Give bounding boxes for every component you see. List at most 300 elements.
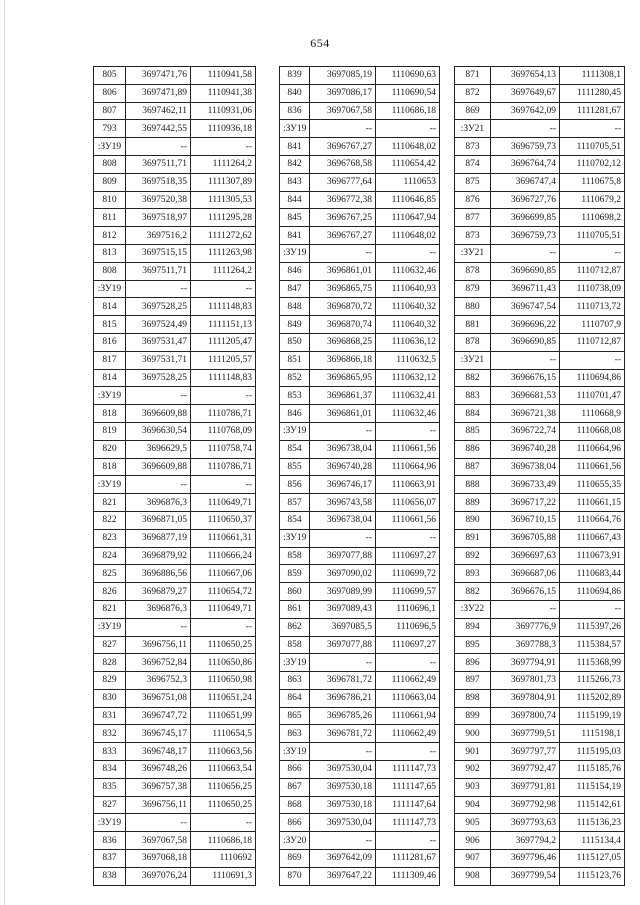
point-number-cell: 897 bbox=[455, 672, 491, 690]
y-coordinate-cell: 1110646,85 bbox=[376, 191, 440, 209]
y-coordinate-cell: 1110699,72 bbox=[376, 565, 440, 583]
y-coordinate-cell: 1110698,2 bbox=[560, 209, 625, 227]
x-coordinate-cell: 3696748,26 bbox=[126, 761, 191, 779]
x-coordinate-cell: 3696886,56 bbox=[126, 565, 191, 583]
point-number-cell: 859 bbox=[280, 565, 310, 583]
table-row bbox=[455, 725, 625, 743]
table-row bbox=[94, 262, 256, 280]
x-coordinate-cell: 3697528,25 bbox=[126, 369, 191, 387]
point-number-cell: 834 bbox=[94, 761, 126, 779]
x-coordinate-cell: 3696711,43 bbox=[491, 280, 560, 298]
table-row bbox=[455, 138, 625, 156]
point-number-cell: 846 bbox=[280, 405, 310, 423]
y-coordinate-cell: -- bbox=[191, 476, 256, 494]
x-coordinate-cell: 3697801,73 bbox=[491, 672, 560, 690]
table-row bbox=[94, 227, 256, 245]
x-coordinate-cell: 3697530,04 bbox=[310, 761, 376, 779]
y-coordinate-cell: 1110692 bbox=[191, 850, 256, 868]
table-row bbox=[280, 138, 440, 156]
x-coordinate-cell: 3697788,3 bbox=[491, 636, 560, 654]
x-coordinate-cell: 3697089,43 bbox=[310, 600, 376, 618]
y-coordinate-cell: 1110632,46 bbox=[376, 405, 440, 423]
x-coordinate-cell: 3696870,74 bbox=[310, 316, 376, 334]
point-number-cell: 852 bbox=[280, 369, 310, 387]
table-row bbox=[280, 654, 440, 672]
x-coordinate-cell: 3696759,73 bbox=[491, 227, 560, 245]
y-coordinate-cell: -- bbox=[191, 138, 256, 156]
table-row bbox=[94, 316, 256, 334]
x-coordinate-cell: 3697086,17 bbox=[310, 84, 376, 102]
table-row bbox=[280, 298, 440, 316]
x-coordinate-cell: 3696687,06 bbox=[491, 565, 560, 583]
x-coordinate-cell: -- bbox=[491, 244, 560, 262]
y-coordinate-cell: 1115199,19 bbox=[560, 707, 625, 725]
y-coordinate-cell: 1115134,4 bbox=[560, 832, 625, 850]
table-row bbox=[455, 369, 625, 387]
y-coordinate-cell: 1115202,89 bbox=[560, 689, 625, 707]
y-coordinate-cell: 1110640,93 bbox=[376, 280, 440, 298]
table-row bbox=[455, 689, 625, 707]
table-row bbox=[94, 120, 256, 138]
point-number-cell: 847 bbox=[280, 280, 310, 298]
x-coordinate-cell: -- bbox=[310, 120, 376, 138]
y-coordinate-cell: 1110697,27 bbox=[376, 547, 440, 565]
y-coordinate-cell: 1115185,76 bbox=[560, 761, 625, 779]
y-coordinate-cell: 1111147,64 bbox=[376, 796, 440, 814]
y-coordinate-cell: 1110705,51 bbox=[560, 138, 625, 156]
x-coordinate-cell: 3696705,88 bbox=[491, 529, 560, 547]
y-coordinate-cell: 1110661,56 bbox=[376, 511, 440, 529]
x-coordinate-cell: 3697793,63 bbox=[491, 814, 560, 832]
point-number-cell: 899 bbox=[455, 707, 491, 725]
table-row bbox=[94, 778, 256, 796]
y-coordinate-cell: 1110666,24 bbox=[191, 547, 256, 565]
point-number-cell: 807 bbox=[94, 102, 126, 120]
y-coordinate-cell: 1110707,9 bbox=[560, 316, 625, 334]
table-row bbox=[94, 583, 256, 601]
table-row bbox=[280, 547, 440, 565]
point-number-cell: 844 bbox=[280, 191, 310, 209]
page-number: 654 bbox=[310, 36, 330, 50]
table-row bbox=[455, 832, 625, 850]
x-coordinate-cell: 3696752,3 bbox=[126, 672, 191, 690]
x-coordinate-cell: 3696630,54 bbox=[126, 422, 191, 440]
point-number-cell: :ЗУ19 bbox=[280, 654, 310, 672]
table-row bbox=[280, 102, 440, 120]
y-coordinate-cell: 1110663,54 bbox=[191, 761, 256, 779]
point-number-cell: 895 bbox=[455, 636, 491, 654]
table-row bbox=[280, 796, 440, 814]
y-coordinate-cell: 1111295,28 bbox=[191, 209, 256, 227]
x-coordinate-cell: 3696743,58 bbox=[310, 494, 376, 512]
point-number-cell: 813 bbox=[94, 244, 126, 262]
y-coordinate-cell: 1110661,94 bbox=[376, 707, 440, 725]
y-coordinate-cell: 1110632,46 bbox=[376, 262, 440, 280]
x-coordinate-cell: 3696609,88 bbox=[126, 458, 191, 476]
point-number-cell: 878 bbox=[455, 333, 491, 351]
point-number-cell: 881 bbox=[455, 316, 491, 334]
y-coordinate-cell: 1110768,09 bbox=[191, 422, 256, 440]
x-coordinate-cell: 3696759,73 bbox=[491, 138, 560, 156]
y-coordinate-cell: 1115198,1 bbox=[560, 725, 625, 743]
table-row bbox=[455, 636, 625, 654]
point-number-cell: 882 bbox=[455, 369, 491, 387]
table-row bbox=[94, 173, 256, 191]
table-row bbox=[94, 600, 256, 618]
point-number-cell: :ЗУ19 bbox=[94, 814, 126, 832]
table-row bbox=[94, 761, 256, 779]
table-row bbox=[94, 351, 256, 369]
point-number-cell: :ЗУ21 bbox=[455, 351, 491, 369]
point-number-cell: 880 bbox=[455, 298, 491, 316]
x-coordinate-cell: 3696738,04 bbox=[310, 440, 376, 458]
y-coordinate-cell: 1110632,5 bbox=[376, 351, 440, 369]
x-coordinate-cell: -- bbox=[491, 120, 560, 138]
table-row bbox=[280, 529, 440, 547]
table-row bbox=[455, 173, 625, 191]
y-coordinate-cell: 1111308,1 bbox=[560, 67, 625, 85]
x-coordinate-cell: 3697090,02 bbox=[310, 565, 376, 583]
table-row bbox=[455, 600, 625, 618]
x-coordinate-cell: 3696697,63 bbox=[491, 547, 560, 565]
x-coordinate-cell: 3696768,58 bbox=[310, 155, 376, 173]
table-row bbox=[280, 850, 440, 868]
x-coordinate-cell: 3696690,85 bbox=[491, 333, 560, 351]
table-row bbox=[280, 316, 440, 334]
table-row bbox=[280, 67, 440, 85]
table-row bbox=[94, 529, 256, 547]
point-number-cell: 825 bbox=[94, 565, 126, 583]
x-coordinate-cell: 3696861,37 bbox=[310, 387, 376, 405]
y-coordinate-cell: 1111151,13 bbox=[191, 316, 256, 334]
y-coordinate-cell: 1110649,71 bbox=[191, 600, 256, 618]
point-number-cell: 805 bbox=[94, 67, 126, 85]
y-coordinate-cell: 1111272,62 bbox=[191, 227, 256, 245]
y-coordinate-cell: 1110696,1 bbox=[376, 600, 440, 618]
y-coordinate-cell: 1110656,07 bbox=[376, 494, 440, 512]
table-row bbox=[455, 120, 625, 138]
x-coordinate-cell: 3697089,99 bbox=[310, 583, 376, 601]
y-coordinate-cell: 1110694,86 bbox=[560, 369, 625, 387]
table-row bbox=[455, 440, 625, 458]
x-coordinate-cell: -- bbox=[126, 476, 191, 494]
point-number-cell: 878 bbox=[455, 262, 491, 280]
y-coordinate-cell: 1110690,54 bbox=[376, 84, 440, 102]
point-number-cell: 879 bbox=[455, 280, 491, 298]
x-coordinate-cell: 3697800,74 bbox=[491, 707, 560, 725]
table-row bbox=[455, 511, 625, 529]
point-number-cell: 858 bbox=[280, 547, 310, 565]
table-row bbox=[455, 298, 625, 316]
x-coordinate-cell: 3696777,64 bbox=[310, 173, 376, 191]
x-coordinate-cell: 3697792,47 bbox=[491, 761, 560, 779]
x-coordinate-cell: 3696699,85 bbox=[491, 209, 560, 227]
y-coordinate-cell: 1111147,73 bbox=[376, 761, 440, 779]
table-row bbox=[94, 494, 256, 512]
point-number-cell: 837 bbox=[94, 850, 126, 868]
table-row bbox=[455, 529, 625, 547]
table-row bbox=[280, 832, 440, 850]
x-coordinate-cell: 3697085,5 bbox=[310, 618, 376, 636]
table-row bbox=[280, 227, 440, 245]
point-number-cell: 826 bbox=[94, 583, 126, 601]
table-row bbox=[280, 494, 440, 512]
y-coordinate-cell: 1111205,47 bbox=[191, 333, 256, 351]
x-coordinate-cell: 3696876,3 bbox=[126, 494, 191, 512]
table-row bbox=[94, 672, 256, 690]
point-number-cell: 856 bbox=[280, 476, 310, 494]
x-coordinate-cell: -- bbox=[310, 244, 376, 262]
y-coordinate-cell: 1111148,83 bbox=[191, 369, 256, 387]
x-coordinate-cell: 3696690,85 bbox=[491, 262, 560, 280]
table-row bbox=[94, 387, 256, 405]
table-row bbox=[455, 850, 625, 868]
x-coordinate-cell: 3696710,15 bbox=[491, 511, 560, 529]
y-coordinate-cell: 1110663,56 bbox=[191, 743, 256, 761]
y-coordinate-cell: 1110650,86 bbox=[191, 654, 256, 672]
x-coordinate-cell: 3697647,22 bbox=[310, 867, 376, 885]
table-row bbox=[94, 743, 256, 761]
y-coordinate-cell: 1115123,76 bbox=[560, 867, 625, 885]
x-coordinate-cell: 3696871,05 bbox=[126, 511, 191, 529]
table-row bbox=[94, 440, 256, 458]
table-row bbox=[94, 814, 256, 832]
x-coordinate-cell: 3697462,11 bbox=[126, 102, 191, 120]
x-coordinate-cell: 3696748,17 bbox=[126, 743, 191, 761]
point-number-cell: 871 bbox=[455, 67, 491, 85]
x-coordinate-cell: 3696752,84 bbox=[126, 654, 191, 672]
point-number-cell: 836 bbox=[94, 832, 126, 850]
table-row bbox=[94, 422, 256, 440]
x-coordinate-cell: 3696717,22 bbox=[491, 494, 560, 512]
y-coordinate-cell: 1115136,23 bbox=[560, 814, 625, 832]
table-row bbox=[94, 547, 256, 565]
point-number-cell: 842 bbox=[280, 155, 310, 173]
x-coordinate-cell: 3696865,95 bbox=[310, 369, 376, 387]
x-coordinate-cell: 3697524,49 bbox=[126, 316, 191, 334]
point-number-cell: 868 bbox=[280, 796, 310, 814]
table-row bbox=[280, 422, 440, 440]
point-number-cell: 874 bbox=[455, 155, 491, 173]
point-number-cell: 841 bbox=[280, 138, 310, 156]
x-coordinate-cell: 3697511,71 bbox=[126, 155, 191, 173]
x-coordinate-cell: 3696767,27 bbox=[310, 227, 376, 245]
x-coordinate-cell: 3696767,25 bbox=[310, 209, 376, 227]
y-coordinate-cell: 1110699,57 bbox=[376, 583, 440, 601]
y-coordinate-cell: 1110697,27 bbox=[376, 636, 440, 654]
table-row bbox=[94, 832, 256, 850]
x-coordinate-cell: -- bbox=[310, 654, 376, 672]
x-coordinate-cell: 3696676,15 bbox=[491, 369, 560, 387]
table-row bbox=[94, 298, 256, 316]
point-number-cell: :ЗУ19 bbox=[280, 244, 310, 262]
y-coordinate-cell: 1111280,45 bbox=[560, 84, 625, 102]
point-number-cell: 906 bbox=[455, 832, 491, 850]
y-coordinate-cell: 1110664,76 bbox=[560, 511, 625, 529]
y-coordinate-cell: 1110654,42 bbox=[376, 155, 440, 173]
x-coordinate-cell: -- bbox=[126, 138, 191, 156]
y-coordinate-cell: 1110691,3 bbox=[191, 867, 256, 885]
point-number-cell: :ЗУ19 bbox=[94, 476, 126, 494]
y-coordinate-cell: 1110661,56 bbox=[376, 440, 440, 458]
x-coordinate-cell: 3696757,38 bbox=[126, 778, 191, 796]
table-row bbox=[94, 155, 256, 173]
table-row bbox=[94, 850, 256, 868]
y-coordinate-cell: 1110650,98 bbox=[191, 672, 256, 690]
point-number-cell: 869 bbox=[280, 850, 310, 868]
x-coordinate-cell: 3697515,15 bbox=[126, 244, 191, 262]
point-number-cell: :ЗУ19 bbox=[280, 529, 310, 547]
table-row bbox=[280, 707, 440, 725]
point-number-cell: 890 bbox=[455, 511, 491, 529]
point-number-cell: 863 bbox=[280, 725, 310, 743]
point-number-cell: 902 bbox=[455, 761, 491, 779]
y-coordinate-cell: -- bbox=[376, 743, 440, 761]
table-row bbox=[94, 84, 256, 102]
x-coordinate-cell: 3696764,74 bbox=[491, 155, 560, 173]
table-row bbox=[94, 725, 256, 743]
point-number-cell: 907 bbox=[455, 850, 491, 868]
point-number-cell: 840 bbox=[280, 84, 310, 102]
x-coordinate-cell: 3696747,4 bbox=[491, 173, 560, 191]
x-coordinate-cell: 3697068,18 bbox=[126, 850, 191, 868]
table-row bbox=[280, 369, 440, 387]
x-coordinate-cell: 3697471,89 bbox=[126, 84, 191, 102]
point-number-cell: :ЗУ21 bbox=[455, 120, 491, 138]
x-coordinate-cell: 3696879,92 bbox=[126, 547, 191, 565]
table-row bbox=[280, 351, 440, 369]
y-coordinate-cell: 1110701,47 bbox=[560, 387, 625, 405]
table-row bbox=[455, 209, 625, 227]
table-row bbox=[455, 422, 625, 440]
y-coordinate-cell: 1110668,9 bbox=[560, 405, 625, 423]
table-row bbox=[455, 67, 625, 85]
x-coordinate-cell: 3696785,26 bbox=[310, 707, 376, 725]
table-row bbox=[455, 778, 625, 796]
table-row bbox=[280, 761, 440, 779]
point-number-cell: 901 bbox=[455, 743, 491, 761]
table-row bbox=[455, 565, 625, 583]
x-coordinate-cell: 3696740,28 bbox=[310, 458, 376, 476]
y-coordinate-cell: 1110668,08 bbox=[560, 422, 625, 440]
y-coordinate-cell: 1111264,2 bbox=[191, 262, 256, 280]
table-row bbox=[455, 867, 625, 885]
table-row bbox=[455, 280, 625, 298]
x-coordinate-cell: 3696861,01 bbox=[310, 262, 376, 280]
x-coordinate-cell: 3696721,38 bbox=[491, 405, 560, 423]
y-coordinate-cell: 1110679,2 bbox=[560, 191, 625, 209]
x-coordinate-cell: 3696767,27 bbox=[310, 138, 376, 156]
y-coordinate-cell: -- bbox=[191, 814, 256, 832]
y-coordinate-cell: 1110683,44 bbox=[560, 565, 625, 583]
y-coordinate-cell: 1110686,18 bbox=[191, 832, 256, 850]
point-number-cell: 873 bbox=[455, 227, 491, 245]
y-coordinate-cell: 1110664,96 bbox=[376, 458, 440, 476]
y-coordinate-cell: 1110653 bbox=[376, 173, 440, 191]
x-coordinate-cell: 3696781,72 bbox=[310, 725, 376, 743]
point-number-cell: 903 bbox=[455, 778, 491, 796]
point-number-cell: :ЗУ19 bbox=[94, 280, 126, 298]
x-coordinate-cell: -- bbox=[126, 814, 191, 832]
x-coordinate-cell: 3696681,53 bbox=[491, 387, 560, 405]
y-coordinate-cell: 1110694,86 bbox=[560, 583, 625, 601]
point-number-cell: 812 bbox=[94, 227, 126, 245]
x-coordinate-cell: 3697077,88 bbox=[310, 547, 376, 565]
point-number-cell: 857 bbox=[280, 494, 310, 512]
table-row bbox=[455, 476, 625, 494]
point-number-cell: 820 bbox=[94, 440, 126, 458]
table-row bbox=[280, 565, 440, 583]
x-coordinate-cell: 3697520,38 bbox=[126, 191, 191, 209]
point-number-cell: :ЗУ19 bbox=[280, 120, 310, 138]
table-row bbox=[280, 867, 440, 885]
x-coordinate-cell: 3696877,19 bbox=[126, 529, 191, 547]
y-coordinate-cell: 1110712,87 bbox=[560, 262, 625, 280]
point-number-cell: 814 bbox=[94, 369, 126, 387]
table-row bbox=[455, 618, 625, 636]
point-number-cell: :ЗУ20 bbox=[280, 832, 310, 850]
y-coordinate-cell: 1110648,02 bbox=[376, 227, 440, 245]
y-coordinate-cell: 1115266,73 bbox=[560, 672, 625, 690]
point-number-cell: 828 bbox=[94, 654, 126, 672]
table-row bbox=[94, 280, 256, 298]
x-coordinate-cell: 3696751,08 bbox=[126, 689, 191, 707]
y-coordinate-cell: 1110941,38 bbox=[191, 84, 256, 102]
point-number-cell: 860 bbox=[280, 583, 310, 601]
table-row bbox=[280, 725, 440, 743]
x-coordinate-cell: 3697804,91 bbox=[491, 689, 560, 707]
point-number-cell: 850 bbox=[280, 333, 310, 351]
point-number-cell: 839 bbox=[280, 67, 310, 85]
y-coordinate-cell: -- bbox=[560, 244, 625, 262]
point-number-cell: 808 bbox=[94, 262, 126, 280]
point-number-cell: 870 bbox=[280, 867, 310, 885]
y-coordinate-cell: 1111147,65 bbox=[376, 778, 440, 796]
x-coordinate-cell: 3697642,09 bbox=[491, 102, 560, 120]
point-number-cell: 883 bbox=[455, 387, 491, 405]
point-number-cell: :ЗУ19 bbox=[94, 618, 126, 636]
y-coordinate-cell: -- bbox=[376, 529, 440, 547]
x-coordinate-cell: 3697531,47 bbox=[126, 333, 191, 351]
y-coordinate-cell: 1110667,06 bbox=[191, 565, 256, 583]
point-number-cell: 821 bbox=[94, 494, 126, 512]
x-coordinate-cell: -- bbox=[310, 743, 376, 761]
table-row bbox=[455, 244, 625, 262]
x-coordinate-cell: 3696756,11 bbox=[126, 636, 191, 654]
y-coordinate-cell: -- bbox=[560, 351, 625, 369]
x-coordinate-cell: 3697791,81 bbox=[491, 778, 560, 796]
table-row bbox=[94, 654, 256, 672]
y-coordinate-cell: 1110656,25 bbox=[191, 778, 256, 796]
y-coordinate-cell: 1111263,98 bbox=[191, 244, 256, 262]
table-row bbox=[455, 102, 625, 120]
x-coordinate-cell: -- bbox=[126, 387, 191, 405]
table-row bbox=[94, 458, 256, 476]
y-coordinate-cell: -- bbox=[376, 244, 440, 262]
point-number-cell: 814 bbox=[94, 298, 126, 316]
point-number-cell: 886 bbox=[455, 440, 491, 458]
y-coordinate-cell: 1115195,03 bbox=[560, 743, 625, 761]
point-number-cell: 872 bbox=[455, 84, 491, 102]
x-coordinate-cell: 3697067,58 bbox=[126, 832, 191, 850]
table-row bbox=[94, 209, 256, 227]
y-coordinate-cell: -- bbox=[191, 280, 256, 298]
x-coordinate-cell: 3697799,51 bbox=[491, 725, 560, 743]
table-row bbox=[455, 583, 625, 601]
y-coordinate-cell: 1110786,71 bbox=[191, 405, 256, 423]
y-coordinate-cell: 1110696,5 bbox=[376, 618, 440, 636]
x-coordinate-cell: 3696781,72 bbox=[310, 672, 376, 690]
